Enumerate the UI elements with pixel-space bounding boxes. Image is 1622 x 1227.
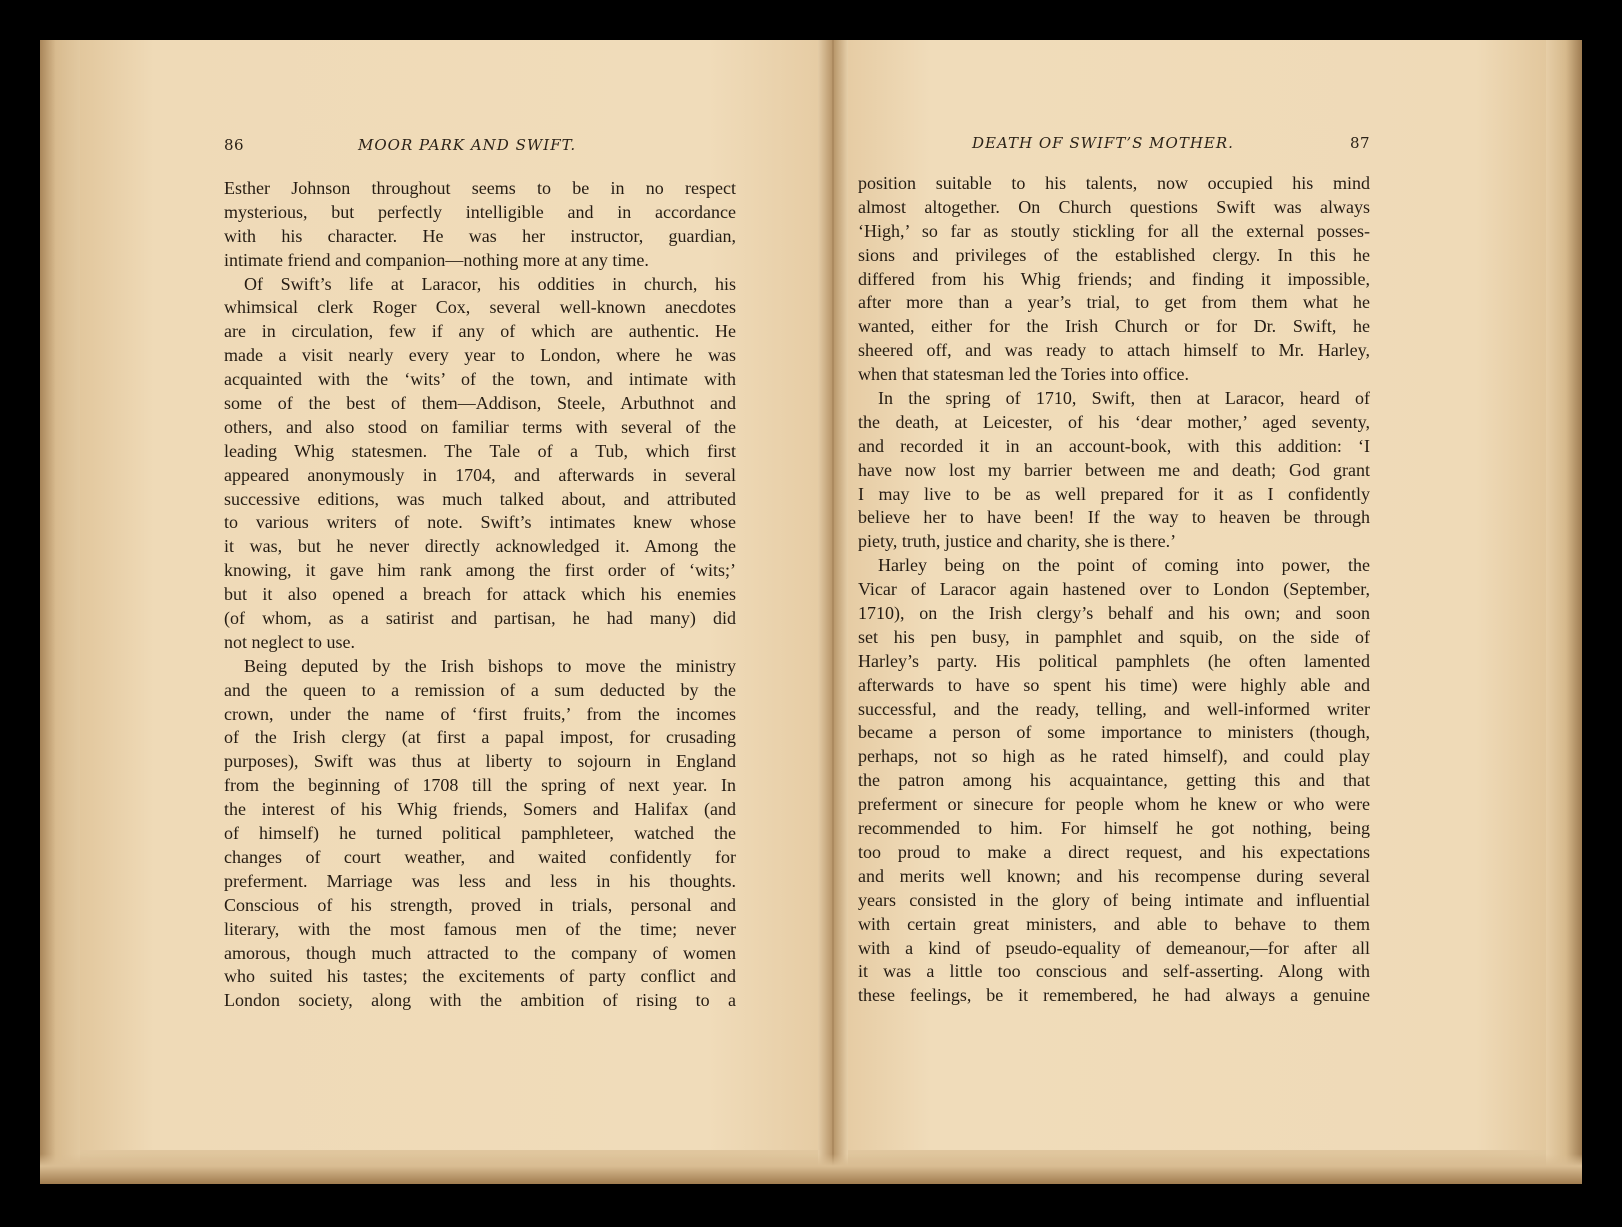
text-line: 1710), on the Irish clergy’s behalf and his own; and soon	[858, 603, 1370, 624]
text-line: knowing, it gave him rank among the first order of ‘wits;’	[224, 560, 736, 581]
text-line: with his character. He was her instructor, guardian,	[224, 225, 736, 246]
text-line: Harley being on the point of coming into power, the	[878, 555, 1370, 576]
page-number: 87	[1350, 134, 1371, 152]
text-line: but it also opened a breach for attack which his enemies	[224, 584, 736, 605]
text-line: who suited his tastes; the excitements of party conflict and	[224, 966, 736, 987]
text-line: almost altogether. On Church questions Swift was always	[858, 196, 1370, 217]
text-line: from the beginning of 1708 till the spring of next year. In	[224, 775, 736, 796]
text-line: the death, at Leicester, of his ‘dear mother,’ aged seventy,	[858, 411, 1370, 432]
page-number: 86	[224, 136, 245, 154]
text-line: became a person of some importance to ministers (though,	[858, 722, 1370, 743]
book-edge-left	[40, 40, 80, 1184]
text-line: leading Whig statesmen. The Tale of a Tub, which first	[224, 440, 736, 461]
book-edge-bottom	[40, 1154, 1582, 1184]
text-line: In the spring of 1710, Swift, then at Laracor, heard of	[878, 388, 1370, 409]
text-line: differed from his Whig friends; and finding it impossible,	[858, 268, 1370, 289]
text-line: preferment or sinecure for people whom he knew or who were	[858, 794, 1370, 815]
text-line: acquainted with the ‘wits’ of the town, and intimate with	[224, 369, 736, 390]
text-line: are in circulation, few if any of which are authentic. He	[224, 321, 736, 342]
text-line: Being deputed by the Irish bishops to move the ministry	[244, 655, 736, 676]
text-line: Harley’s party. His political pamphlets (he often lamented	[858, 650, 1370, 671]
text-line: changes of court weather, and waited confidently for	[224, 846, 736, 867]
text-line: and the queen to a remission of a sum deducted by the	[224, 679, 736, 700]
right-page-header	[858, 134, 1370, 160]
left-page-body	[224, 177, 736, 1013]
text-line: to various writers of note. Swift’s intimates knew whose	[224, 512, 736, 533]
text-line: not neglect to use.	[224, 631, 355, 652]
book-edge-right	[1546, 40, 1582, 1184]
text-line: made a visit nearly every year to London, where he was	[224, 345, 736, 366]
text-line: afterwards to have so spent his time) were highly able and	[858, 674, 1370, 695]
text-line: the interest of his Whig friends, Somers and Halifax (and	[224, 799, 736, 820]
text-line: position suitable to his talents, now occupied his mind	[858, 173, 1370, 193]
text-line: of himself) he turned political pamphleteer, watched the	[224, 823, 736, 844]
text-line: it was, but he never directly acknowledged it. Among the	[224, 536, 736, 557]
open-book	[40, 40, 1582, 1184]
text-line: of the Irish clergy (at first a papal impost, for crusading	[224, 727, 736, 748]
text-line: and merits well known; and his recompense during several	[858, 865, 1370, 886]
text-line: set his pen busy, in pamphlet and squib, on the side of	[858, 626, 1370, 647]
text-line: it was a little too conscious and self-asserting. Along with	[858, 961, 1370, 982]
text-line: whimsical clerk Roger Cox, several well-known anecdotes	[224, 297, 736, 318]
text-line: London society, along with the ambition of rising to a	[224, 990, 736, 1011]
text-line: recommended to him. For himself he got nothing, being	[858, 818, 1370, 839]
text-line: sheered off, and was ready to attach himself to Mr. Harley,	[858, 340, 1370, 361]
text-line: perhaps, not so high as he rated himself), and could play	[858, 746, 1370, 767]
text-line: wanted, either for the Irish Church or for Dr. Swift, he	[858, 316, 1370, 337]
text-line: purposes), Swift was thus at liberty to sojourn in England	[224, 751, 736, 772]
text-line: Conscious of his strength, proved in trials, personal and	[224, 894, 736, 915]
text-line: intimate friend and companion—nothing more at any time.	[224, 249, 649, 270]
text-line: with certain great ministers, and able to behave to them	[858, 913, 1370, 934]
text-line: Vicar of Laracor again hastened over to London (September,	[858, 579, 1370, 600]
text-line: these feelings, be it remembered, he had always a genuine	[858, 985, 1370, 1006]
text-line: Of Swift’s life at Laracor, his oddities in church, his	[244, 273, 736, 294]
text-line: with a kind of pseudo-equality of demeanour,—for after all	[858, 937, 1370, 958]
right-page-body	[858, 172, 1370, 1008]
text-line: some of the best of them—Addison, Steele, Arbuthnot and	[224, 393, 736, 414]
text-line: mysterious, but perfectly intelligible and in accordance	[224, 201, 736, 222]
text-line: (of whom, as a satirist and partisan, he had many) did	[224, 608, 736, 629]
text-line: after more than a year’s trial, to get from them what he	[858, 292, 1370, 313]
text-line: I may live to be as well prepared for it as I confidently	[858, 483, 1370, 504]
text-line: years consisted in the glory of being intimate and influential	[858, 889, 1370, 910]
text-line: too proud to make a direct request, and his expectations	[858, 841, 1370, 862]
text-line: successive editions, was much talked about, and attributed	[224, 488, 736, 509]
running-head: MOOR PARK AND SWIFT.	[358, 136, 577, 154]
left-page-header	[224, 136, 736, 162]
text-line: believe her to have been! If the way to heaven be through	[858, 507, 1370, 528]
text-line: piety, truth, justice and charity, she is there.’	[858, 531, 1177, 552]
text-line: Esther Johnson throughout seems to be in no respect	[224, 178, 736, 198]
text-line: ‘High,’ so far as stoutly stickling for all the external posses-	[858, 220, 1370, 241]
text-line: appeared anonymously in 1704, and afterwards in several	[224, 464, 736, 485]
text-line: preferment. Marriage was less and less in his thoughts.	[224, 870, 736, 891]
text-line: and recorded it in an account-book, with this addition: ‘I	[858, 435, 1370, 456]
text-line: the patron among his acquaintance, getting this and that	[858, 770, 1370, 791]
text-line: crown, under the name of ‘first fruits,’ from the incomes	[224, 703, 736, 724]
text-line: when that statesman led the Tories into office.	[858, 364, 1189, 385]
running-head: DEATH OF SWIFT’S MOTHER.	[972, 134, 1234, 152]
text-line: others, and also stood on familiar terms with several of the	[224, 416, 736, 437]
book-gutter	[818, 40, 848, 1184]
text-line: have now lost my barrier between me and death; God grant	[858, 459, 1370, 480]
text-line: amorous, though much attracted to the company of women	[224, 942, 736, 963]
text-line: literary, with the most famous men of the time; never	[224, 918, 736, 939]
text-line: sions and privileges of the established clergy. In this he	[858, 244, 1370, 265]
text-line: successful, and the ready, telling, and well-informed writer	[858, 698, 1370, 719]
